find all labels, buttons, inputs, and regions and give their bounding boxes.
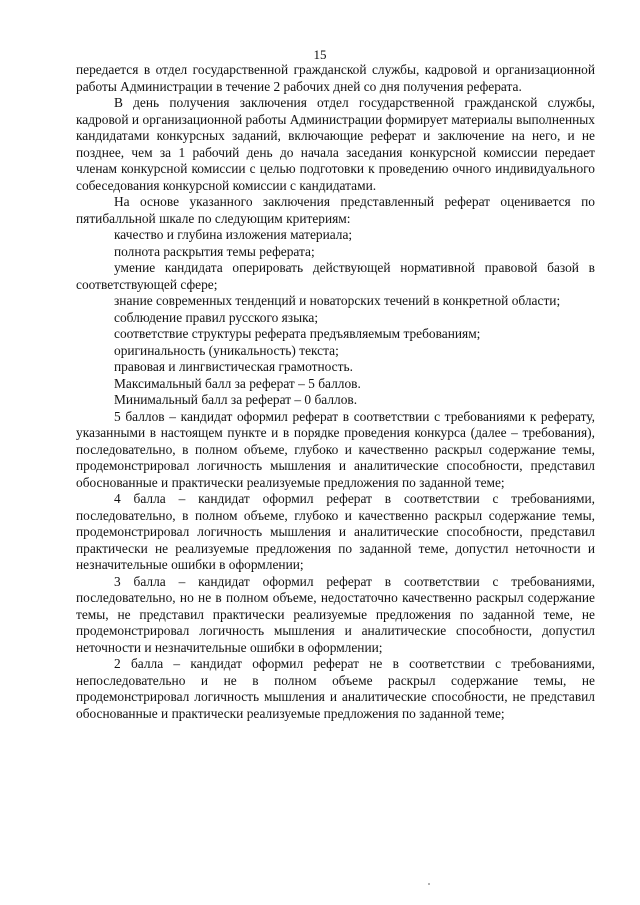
criterion-quality: качество и глубина изложения материала; bbox=[114, 227, 353, 242]
score-3-description: 3 балла – кандидат оформил реферат в соответствии с требованиями, последовательно, но не в полном объеме, недостаточно качественно раскрыл содержание темы, не представил практически реализуемые предложения по заданной теме, не продемонстрировал логичность мышления и аналитические способности, допустил неточности и незначительные ошибки в оформлении; bbox=[76, 573, 595, 655]
paragraph-transfer: передается в отдел государственной гражданской службы, кадровой и организационной работы Администрации в течение 2 рабочих дней со дня получения реферата. bbox=[76, 62, 595, 94]
max-score: Максимальный балл за реферат – 5 баллов. bbox=[114, 375, 361, 391]
criterion-completeness: полнота раскрытия темы реферата; bbox=[114, 243, 315, 259]
criterion-literacy: правовая и лингвистическая грамотность. bbox=[114, 359, 353, 374]
document-body bbox=[76, 62, 595, 722]
criterion-originality: оригинальность (уникальность) текста; bbox=[114, 342, 339, 358]
criterion-structure: соответствие структуры реферата предъявляемым требованиям; bbox=[114, 326, 481, 341]
criterion-legal-base: умение кандидата оперировать действующей нормативной правовой базой в соответствующей сфере; bbox=[76, 260, 595, 292]
min-score: Минимальный балл за реферат – 0 баллов. bbox=[114, 392, 358, 407]
paragraph-conclusion-day: В день получения заключения отдел государственной гражданской службы, кадровой и организационной работы Администрации формирует материалы выполненных кандидатами конкурсных заданий, включающие реферат и заключение на него, и не позднее, чем за 1 рабочий день до начала заседания конкурсной комиссии передает членам конкурсной комиссии с целью подготовки к проведению очного индивидуального собеседования конкурсной комиссии с кандидатами. bbox=[76, 95, 595, 193]
criterion-russian-language: соблюдение правил русского языка; bbox=[114, 309, 319, 325]
scan-speck bbox=[428, 883, 430, 885]
criterion-trends: знание современных тенденций и новаторских течений в конкретной области; bbox=[114, 293, 561, 308]
score-5-description: 5 баллов – кандидат оформил реферат в соответствии с требованиями к реферату, указанными в настоящем пункте и в порядке проведения конкурса (далее – требования), последовательно, в полном объеме, глубоко и качественно раскрыл содержание темы, продемонстрировал логичность мышления и аналитические способности, представил обоснованные и практически реализуемые предложения по заданной теме; bbox=[76, 408, 595, 490]
page-number: 15 bbox=[313, 47, 327, 62]
paragraph-evaluation-intro: На основе указанного заключения представленный реферат оценивается по пятибалльной шкале по следующим критериям: bbox=[76, 194, 595, 226]
score-4-description: 4 балла – кандидат оформил реферат в соответствии с требованиями, последовательно, в полном объеме, глубоко и качественно раскрыл содержание темы, продемонстрировал логичность мышления и аналитические способности, представил практически не реализуемые предложения по заданной теме, допустил неточности и незначительные ошибки в оформлении; bbox=[76, 491, 595, 572]
score-2-description: 2 балла – кандидат оформил реферат не в соответствии с требованиями, непоследовательно и не в полном объеме раскрыл содержание темы, не продемонстрировал логичность мышления и аналитические способности, не представил обоснованные и практически реализуемые предложения по заданной теме; bbox=[76, 656, 595, 721]
